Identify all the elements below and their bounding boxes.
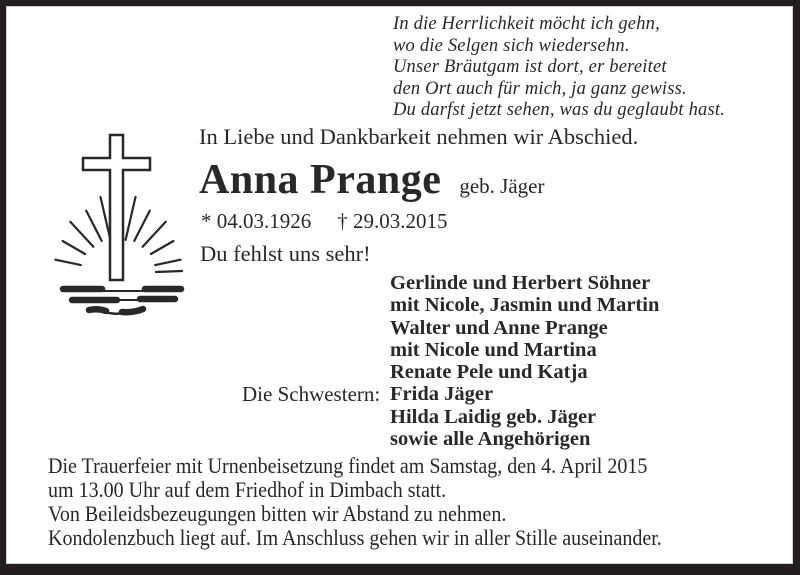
- life-dates: [201, 209, 448, 234]
- funeral-info: [48, 454, 712, 550]
- maiden-name: geb. Jäger: [459, 174, 545, 198]
- intro-text: In Liebe und Dankbarkeit nehmen wir Abschied.: [199, 124, 639, 149]
- poem-line: Du darfst jetzt sehen, was du geglaubt hast.: [393, 100, 726, 120]
- birth-date: * 04.03.1926: [201, 209, 312, 233]
- mourner-line: Frida Jäger: [390, 383, 494, 406]
- funeral-info-line: Von Beileidsbezeugungen bitten wir Abstand zu nehmen.: [48, 501, 507, 526]
- cross-rays-icon: [36, 123, 211, 323]
- mourner-line: Gerlinde und Herbert Söhner: [390, 272, 651, 294]
- poem-line: Unser Bräutgam ist dort, er bereitet: [393, 57, 667, 77]
- poem-line: den Ort auch für mich, ja ganz gewiss.: [393, 78, 687, 99]
- mourner-line: Hilda Laidig geb. Jäger: [390, 405, 597, 428]
- funeral-info-line: um 13.00 Uhr auf dem Friedhof in Dimbach statt.: [48, 477, 447, 502]
- sisters-label: Die Schwestern:: [242, 382, 381, 406]
- deceased-name: Anna Prange: [199, 157, 442, 203]
- mourner-line: sowie alle Angehörigen: [390, 428, 591, 451]
- poem-line: wo die Selgen sich wiedersehn.: [393, 35, 630, 56]
- name-row: [199, 156, 545, 204]
- death-date: † 29.03.2015: [337, 209, 448, 233]
- poem-line: In die Herrlichkeit möcht ich gehn,: [393, 14, 660, 34]
- funeral-info-line: Die Trauerfeier mit Urnenbeisetzung findet am Samstag, den 4. April 2015: [48, 453, 648, 478]
- mourners-list: [390, 272, 659, 450]
- poem: [393, 14, 725, 122]
- farewell-text: Du fehlst uns sehr!: [200, 241, 371, 266]
- mourner-line: Renate Pele und Katja: [390, 361, 588, 384]
- funeral-info-line: Kondolenzbuch liegt auf. Im Anschluss gehen wir in aller Stille auseinander.: [48, 525, 662, 550]
- mourner-line: mit Nicole, Jasmin und Martin: [390, 294, 660, 317]
- mourner-line: mit Nicole und Martina: [390, 338, 597, 361]
- mourner-line: Walter und Anne Prange: [390, 316, 608, 339]
